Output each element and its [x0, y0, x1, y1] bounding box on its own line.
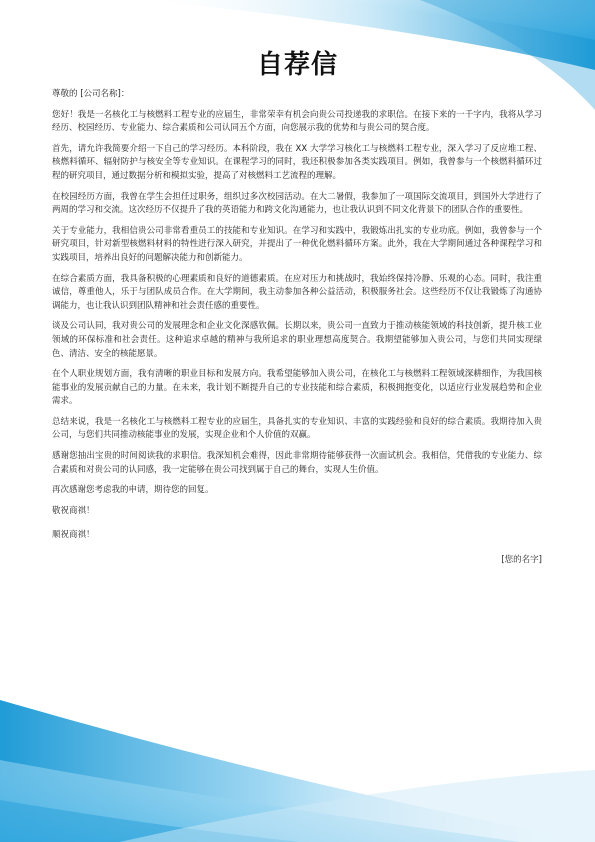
signature: [您的名字]	[501, 555, 542, 566]
paragraph-company: 谈及公司认同，我对贵公司的发展理念和企业文化深感钦佩。长期以来，贵公司一直致力于推动核能领域的科技创新，提升核工业领域的环保标准和社会责任。这种追求卓越的精神与我所追求的职业理想高度契合。我期望能够加入贵公司，与您们共同实现绿色、清洁、安全的核能愿景。	[52, 321, 542, 359]
paragraph-skills: 关于专业能力，我相信贵公司非常看重员工的技能和专业知识。在学习和实践中，我锻炼出扎实的专业功底。例如，我曾参与一个研究项目，针对新型核燃料材料的特性进行深入研究，并提出了一种优化燃料循环方案。此外，我在大学期间通过各种课程学习和实践项目，培养出良好的问题解决能力和创新能力。	[52, 225, 542, 263]
closing-greeting-1: 敬祝商祺！	[52, 505, 95, 516]
paragraph-summary: 总结来说，我是一名核化工与核燃料工程专业的应届生，具备扎实的专业知识、丰富的实践经验和良好的综合素质。我期待加入贵公司，与您们共同推动核能事业的发展，实现企业和个人价值的双赢。	[52, 416, 542, 441]
paragraph-quality: 在综合素质方面，我具备积极的心理素质和良好的道德素质。在应对压力和挑战时，我始终保持冷静、乐观的心态。同时，我注重诚信，尊重他人，乐于与团队成员合作。在大学期间，我主动参加各种公益活动，积极服务社会。这些经历不仅让我锻炼了沟通协调能力，也让我认识到团队精神和社会责任感的重要性。	[52, 273, 542, 311]
closing-greeting-2: 顺祝商祺！	[52, 530, 95, 541]
salutation: 尊敬的 [公司名称]：	[52, 89, 130, 99]
paragraph-campus: 在校园经历方面，我曾在学生会担任过职务，组织过多次校园活动。在大二暑假，我参加了一项国际交流项目，到国外大学进行了两周的学习和交流。这次经历不仅提升了我的英语能力和跨文化沟通能力，也让我认识到不同文化背景下的团队合作的重要性。	[52, 191, 542, 216]
page-title: 自荐信	[256, 50, 338, 80]
paragraph-thanks: 感谢您抽出宝贵的时间阅读我的求职信。我深知机会难得，因此非常期待能够获得一次面试机会。我相信，凭借我的专业能力、综合素质和对贵公司的认同感，我一定能够在贵公司找到属于自己的舞台，实现人生价值。	[52, 451, 542, 475]
paragraph-career: 在个人职业规划方面，我有清晰的职业目标和发展方向。我希望能够加入贵公司，在核化工与核燃料工程领域深耕细作，为我国核能事业的发展贡献自己的力量。在未来，我计划不断提升自己的专业技能和综合素质，积极拥抱变化，以适应行业发展趋势和企业需求。	[52, 369, 542, 407]
paragraph-intro: 您好！我是一名核化工与核燃料工程专业的应届生，非常荣幸有机会向贵公司投递我的求职信。在接下来的一千字内，我将从学习经历、校园经历、专业能力、综合素质和公司认同五个方面，向您展示我的优势和与贵公司的契合度。	[52, 109, 542, 134]
paragraph-study: 首先，请允许我简要介绍一下自己的学习经历。本科阶段，我在 XX 大学学习核化工与核燃料工程专业，深入学习了反应堆工程、核燃料循环、辐射防护与核安全等专业知识。在课程学习的同时，我还积极参加各类实践项目。例如，我曾参与一个核燃料循环过程的研究项目，通过数据分析和模拟实验，提高了对核燃料工艺流程的理解。	[52, 143, 542, 181]
paragraph-closing-line: 再次感谢您考虑我的申请，期待您的回复。	[52, 485, 214, 496]
letter-body	[52, 88, 542, 575]
